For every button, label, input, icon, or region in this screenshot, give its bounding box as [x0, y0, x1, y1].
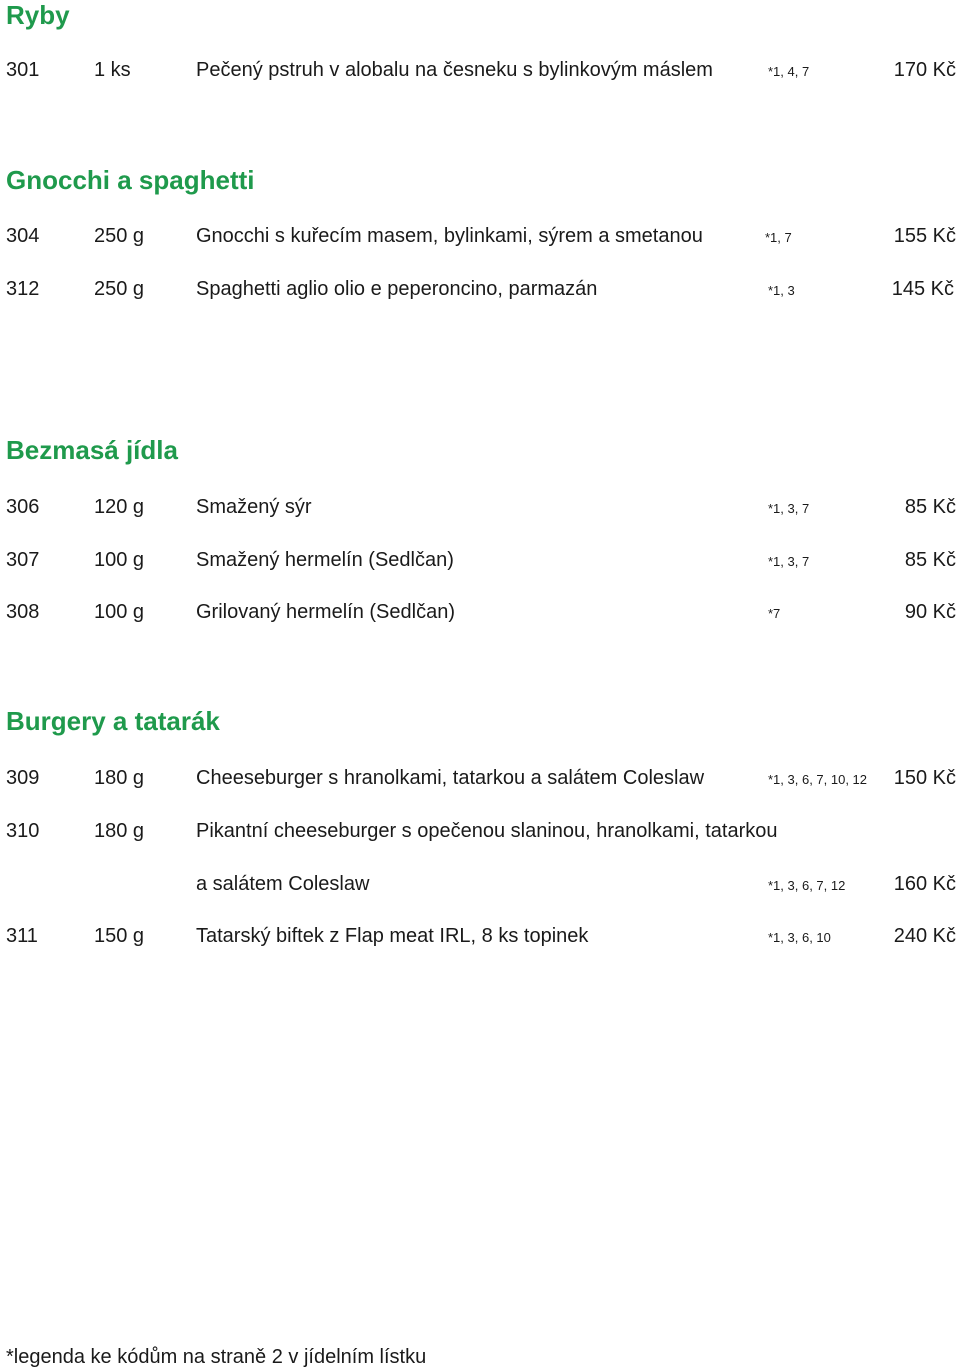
- item-price: 170 Kč: [893, 59, 956, 81]
- item-name: Spaghetti aglio olio e peperoncino, parmazán: [196, 278, 598, 300]
- item-price: 85 Kč: [904, 549, 956, 571]
- item-name: Pikantní cheeseburger s opečenou slaninou, hranolkami, tatarkou: [196, 820, 778, 842]
- item-quantity: 180 g: [94, 820, 145, 842]
- item-quantity: 180 g: [94, 767, 145, 789]
- menu-item-row: [0, 274, 960, 304]
- item-name: Smažený sýr: [196, 496, 312, 518]
- item-allergens: *1, 7: [765, 230, 792, 245]
- menu-item-row: [0, 221, 960, 251]
- section-heading-burgery: Burgery a tatarák: [6, 706, 220, 736]
- menu-item-row: [0, 597, 960, 627]
- item-allergens: *1, 3, 6, 7, 10, 12: [768, 772, 868, 787]
- item-number: 306: [6, 496, 40, 518]
- item-allergens: *1, 3, 6, 10: [768, 930, 831, 945]
- section-heading-bezmasa: Bezmasá jídla: [6, 435, 178, 465]
- item-name: Gnocchi s kuřecím masem, bylinkami, sýrem a smetanou: [196, 225, 703, 247]
- item-price: 155 Kč: [893, 225, 956, 247]
- item-number: 312: [6, 278, 40, 300]
- item-quantity: 250 g: [94, 225, 145, 247]
- item-quantity: 250 g: [94, 278, 145, 300]
- item-price: 240 Kč: [893, 925, 956, 947]
- item-price: 90 Kč: [904, 601, 956, 623]
- item-number: 310: [6, 820, 40, 842]
- allergen-legend-footnote: *legenda ke kódům na straně 2 v jídelním lístku: [6, 1346, 427, 1368]
- item-quantity: 100 g: [94, 601, 145, 623]
- item-price: 160 Kč: [893, 873, 956, 895]
- menu-item-row: [0, 492, 960, 522]
- item-number: 309: [6, 767, 40, 789]
- menu-item-row: [0, 763, 960, 793]
- section-heading-gnocchi: Gnocchi a spaghetti: [6, 165, 255, 195]
- item-name: Tatarský biftek z Flap meat IRL, 8 ks topinek: [196, 925, 589, 947]
- item-number: 304: [6, 225, 40, 247]
- item-quantity: 150 g: [94, 925, 145, 947]
- item-allergens: *1, 3, 6, 7, 12: [768, 878, 846, 893]
- item-allergens: *1, 3, 7: [768, 554, 810, 569]
- menu-item-row: [0, 545, 960, 575]
- item-allergens: *1, 3: [768, 283, 795, 298]
- item-name: Grilovaný hermelín (Sedlčan): [196, 601, 455, 623]
- menu-item-row: [0, 55, 960, 85]
- item-name-continuation: a salátem Coleslaw: [196, 873, 370, 895]
- item-allergens: *1, 3, 7: [768, 501, 810, 516]
- item-price: 150 Kč: [893, 767, 956, 789]
- item-number: 311: [6, 925, 38, 947]
- item-quantity: 1 ks: [94, 59, 131, 81]
- section-heading-ryby: Ryby: [6, 0, 70, 30]
- item-name: Pečený pstruh v alobalu na česneku s bylinkovým máslem: [196, 59, 713, 81]
- menu-item-row: [0, 921, 960, 951]
- item-quantity: 120 g: [94, 496, 145, 518]
- item-price: 85 Kč: [904, 496, 956, 518]
- item-allergens: *1, 4, 7: [768, 64, 810, 79]
- item-name: Smažený hermelín (Sedlčan): [196, 549, 454, 571]
- menu-item-row-continuation: [0, 869, 960, 899]
- item-number: 307: [6, 549, 40, 571]
- menu-item-row: [0, 816, 960, 846]
- item-allergens: *7: [768, 606, 781, 621]
- item-price: 145 Kč: [891, 278, 954, 300]
- item-name: Cheeseburger s hranolkami, tatarkou a salátem Coleslaw: [196, 767, 705, 789]
- item-number: 301: [6, 59, 40, 81]
- item-number: 308: [6, 601, 40, 623]
- item-quantity: 100 g: [94, 549, 145, 571]
